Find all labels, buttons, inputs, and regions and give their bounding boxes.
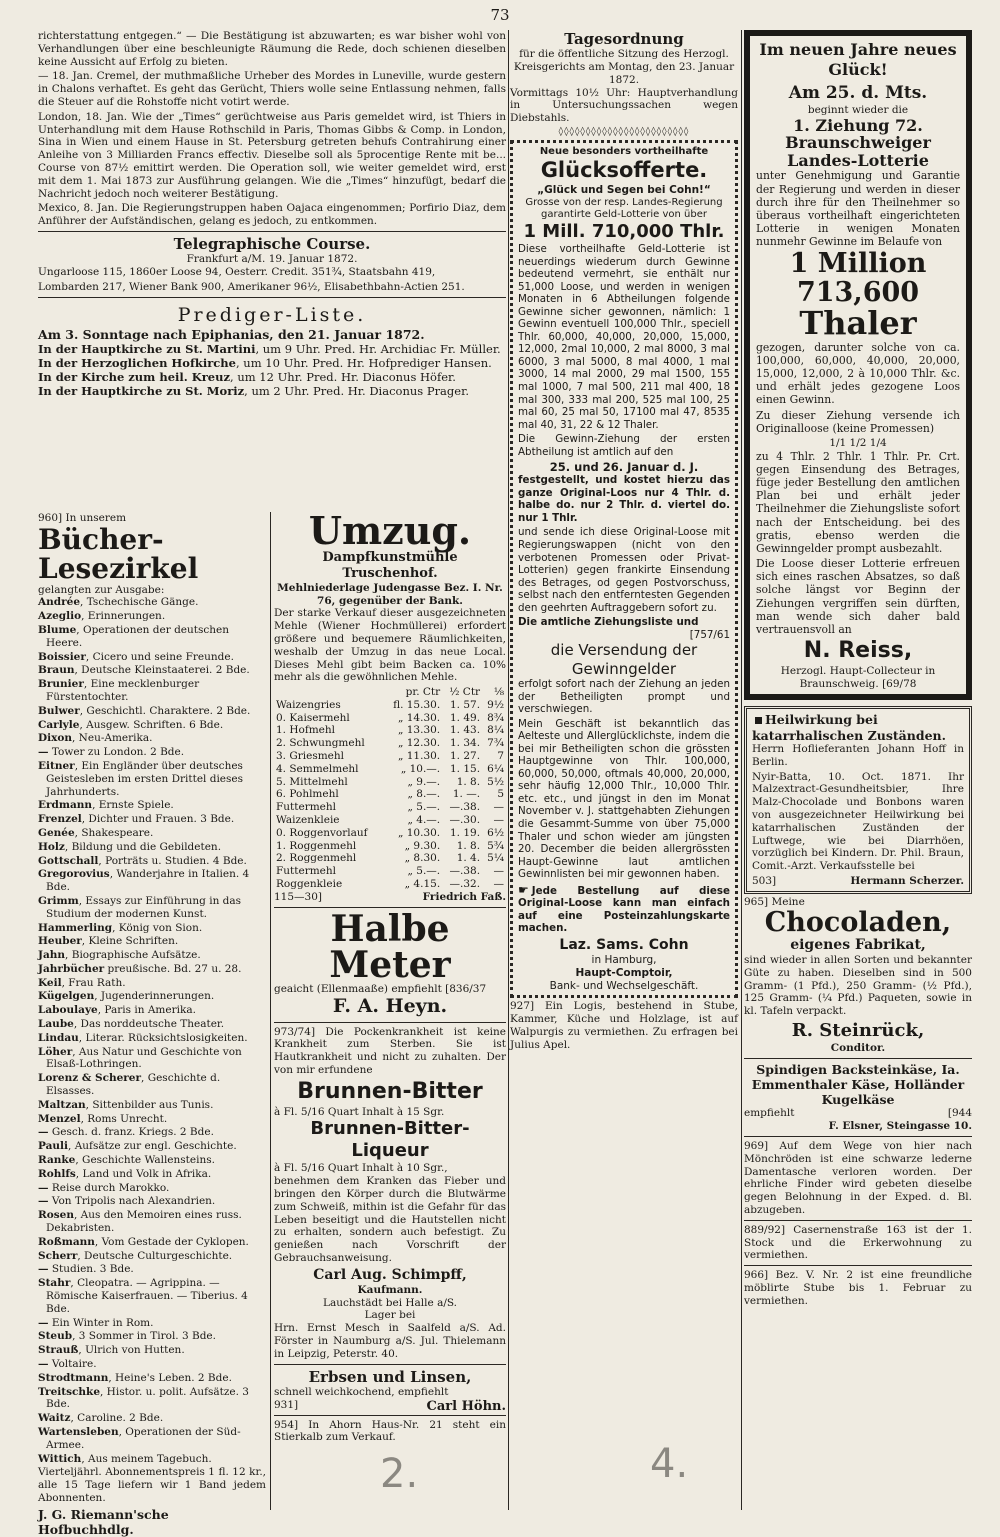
lot-sub: Grosse von der resp. Landes-Regierung garantirte Geld-Lotterie von über	[525, 196, 723, 220]
room-text: 966] Bez. V. Nr. 2 ist eine freundliche möblirte Stube bis 1. Februar zu vermiethen.	[744, 1269, 972, 1307]
heil-text: Nyir-Batta, 10. Oct. 1871. Ihr Malzextract-Gesundheitsbier, Ihre Malz-Chocolade und Bonbons waren von ausgezeichneter Heilwirkung bei katarrhalischen Zuständen der Luftwege, wie bei Diarrhöen, vorzüglich bei Kindern. Dr. Phil. Braun, Comit.-Arzt. Verkaufsstelle bei	[752, 770, 964, 873]
list-item: Heuber, Kleine Schriften.	[38, 935, 179, 948]
page-number: 73	[490, 6, 510, 24]
preacher-row: In der Hauptkirche zu St. Moriz, um 2 Uhr. Pred. Hr. Diaconus Prager.	[38, 384, 469, 399]
frame-million: 1 Million 713,600	[789, 248, 927, 308]
table-row: 6. Pohlmehl „ 8.—. 1. —. 5	[276, 788, 504, 801]
table-row: 4. Semmelmehl „ 10.—. 1. 15. 6¼	[276, 762, 504, 775]
erbsen-title: Erbsen und Linsen,	[308, 1367, 472, 1386]
lesezirkel-list	[38, 596, 266, 1465]
list-item: Hammerling, König von Sion.	[38, 921, 203, 934]
brunnen-lager: Lager bei	[364, 1309, 416, 1322]
column-rule	[270, 512, 271, 1510]
list-item: Löher, Aus Natur und Geschichte von Elsaß-Lothringen.	[38, 1045, 242, 1071]
divider	[274, 1022, 506, 1023]
list-item: Boissier, Cicero und seine Freunde.	[38, 650, 234, 663]
erbsen-footer: 931] Carl Höhn.	[274, 1398, 506, 1414]
lot-text: festgestellt, und kostet hierzu das ganze Original-Loos nur 4 Thlr. d. halbe do. nur 2 Thlr. d. viertel do. nur 1 Thlr.	[518, 474, 730, 524]
frame-text: unter Genehmigung und Garantie der Regierung und werden in dieser durch ihre für den Theilnehmer so überaus vortheilhaft eingerichteten Lotterie in wenigen Monaten nunmehr Gewinne im Belaufe von	[756, 169, 960, 249]
list-item: Waitz, Caroline. 2 Bde.	[38, 1412, 164, 1425]
pencil-mark: 2.	[380, 1451, 419, 1497]
telegraph-title: Telegraphische Course.	[173, 234, 371, 253]
reiss-lottery-ad	[744, 30, 972, 700]
table-row: 2. Roggenmehl „ 8.30. 1. 4. 5¼	[276, 852, 504, 865]
lot-office: Haupt-Comptoir,	[575, 966, 673, 979]
heilwirkung-ad	[744, 706, 972, 893]
list-item: Bulwer, Geschichtl. Charaktere. 2 Bde.	[38, 704, 251, 717]
list-item: — Von Tripolis nach Alexandrien.	[38, 1195, 216, 1208]
list-item: — Reise durch Marokko.	[38, 1181, 170, 1194]
table-row: 1. Hofmehl „ 13.30. 1. 43. 8¼	[276, 724, 504, 737]
table-row: 1. Roggenmehl „ 9.30. 1. 8. 5¾	[276, 839, 504, 852]
list-item: Dixon, Neu-Amerika.	[38, 732, 153, 745]
frame-fractions: 1/1 1/2 1/4	[829, 436, 887, 449]
divider	[274, 1364, 506, 1365]
list-item: Gottschall, Porträts u. Studien. 4 Bde.	[38, 854, 247, 867]
choc-role: Conditor.	[830, 1041, 886, 1054]
news-paragraph: richterstattung entgegen.“ — Die Bestätigung ist abzuwarten; es war bisher wohl von Verhandlungen über eine beschleunigte Räumung die Rede, doch schienen dieselben keine Aussicht auf Erfolg zu bieten.	[38, 30, 506, 68]
frame-draw: 1. Ziehung 72. Braunschweiger Landes-Lotterie	[785, 115, 931, 170]
lot-bullet: ☛ Jede Bestellung auf diese Original-Loose kann man einfach auf eine Posteinzahlungskarte machen.	[518, 882, 730, 935]
list-item: Grimm, Essays zur Einführung in das Studium der modernen Kunst.	[38, 894, 242, 920]
kase-firm: F. Elsner, Steingasse 10.	[828, 1120, 972, 1133]
list-item: Laboulaye, Paris in Amerika.	[38, 1004, 196, 1017]
preacher-row: In der Herzoglichen Hofkirche, um 10 Uhr. Pred. Hr. Hofprediger Hansen.	[38, 356, 492, 371]
frame-text: gezogen, darunter solche von ca. 100,000, 60,000, 40,000, 20,000, 15,000, 12,000, 2 à 10,000 Thlr. &c. und erhält jedes gezogene Loos einen Gewinn.	[756, 340, 960, 407]
list-item: Strodtmann, Heine's Leben. 2 Bde.	[38, 1371, 232, 1384]
choc-text: sind wieder in allen Sorten und bekannter Güte zu haben. Dieselben sind in 500 Gramm- (1 Pfd.), 250 Gramm- (½ Pfd.), 125 Gramm- (¼ Pfd.) Paqueten, sowie in kl. Tafeln verpackt.	[744, 953, 972, 1018]
list-item: Gregorovius, Wanderjahre in Italien. 4 Bde.	[38, 868, 250, 894]
list-item: Jahn, Biographische Aufsätze.	[38, 949, 201, 962]
divider	[744, 1136, 972, 1137]
lot-amount: 1 Mill. 710,000 Thlr.	[523, 221, 725, 243]
kase-text: empfiehlt [944	[744, 1107, 972, 1120]
table-row: Waizenkleie „ 4.—. —.30. —	[276, 814, 504, 827]
lot-text: Diese vortheilhafte Geld-Lotterie ist neuerdings wiederum durch Gewinne bedeutend vermehrt, sie enthält nur 51,000 Loose, und werden in wenigen Monaten in 6 Abtheilungen folgende Gewinne sicher gewonnen, nämlich: 1 Gewinn eventuell 100,000 Thlr., speciell Thlr. 60,000, 40,000, 20,000, 15,000, 12,000, 2mal 10,000, 2 mal 8000, 3 mal 6000, 3 mal 5000, 8 mal 4000, 1 mal 3000, 14 mal 2000, 29 mal 1500, 155 mal 1000, 7 mal 500, 211 mal 400, 18 mal 300, 333 mal 200, 525 mal 100, 25 mal 60, 25 mal 50, 17100 mal 47, 8535 mal 40, 31, 22 & 12 Thaler.	[518, 242, 730, 431]
frame-text: zu 4 Thlr. 2 Thlr. 1 Thlr. Pr. Crt. gegen Einsendung des Betrages, füge jeder Bestellung den amtlichen Plan bei und erhält jeder Theilnehmer die Ziehungsliste sofort nach der Entscheidung. bei des gratis, ebenso werden die Gewinngelder prompt ausbezahlt.	[756, 449, 960, 555]
brunnen-text: benehmen dem Kranken das Fieber und bringen den Körper durch die Blutwärme zum Schweiß, mithin ist die Gefahr für das Leben beseitigt und die Hautstellen nicht zu erhalten, sondern auch befestigt. Zu genießen nach Vorschrift der Gebrauchsanweisung.	[274, 1175, 506, 1264]
cohn-lottery-ad	[510, 140, 738, 998]
column-rule	[741, 30, 742, 1510]
table-row: 3. Griesmehl „ 11.30. 1. 27. 7	[276, 750, 504, 763]
lesezirkel-subscription: Vierteljährl. Abonnementspreis 1 fl. 12 kr., alle 15 Tage liefern wir 1 Band jedem Abonnenten.	[38, 1466, 266, 1504]
list-item: Andrée, Tschechische Gänge.	[38, 596, 199, 609]
list-item: — Ein Winter in Rom.	[38, 1316, 154, 1329]
lot-text: die Versendung der Gewinngelder	[550, 641, 698, 678]
divider	[38, 297, 506, 298]
column-news	[38, 30, 506, 510]
divider	[744, 1058, 972, 1059]
heil-to: Herrn Hoflieferanten Johann Hoff in Berlin.	[752, 742, 964, 768]
lot-firm: Laz. Sams. Cohn	[559, 937, 689, 953]
square-bullet-icon	[755, 717, 762, 724]
list-item: — Studien. 3 Bde.	[38, 1263, 134, 1276]
frame-title: Im neuen Jahre neues Glück!	[759, 40, 957, 79]
logis-text: 927] Ein Logis, bestehend in Stube, Kammer, Küche und Holzlage, ist auf Walpurgis zu vermiethen. Zu erfragen bei Julius Apel.	[510, 1000, 738, 1051]
list-item: Menzel, Roms Unrecht.	[38, 1112, 168, 1125]
lost-text: 969] Auf dem Wege von hier nach Mönchröden ist eine schwarze lederne Damentasche verloren worden. Der ehrliche Finder wird gebeten dieselbe gegen Belohnung in der Exped. d. Bl. abzugeben.	[744, 1140, 972, 1217]
price-table	[274, 686, 506, 891]
choc-firm: R. Steinrück,	[791, 1019, 925, 1041]
frame-thaler: Thaler	[799, 304, 917, 343]
lot-text: erfolgt sofort nach der Ziehung an jeden der Betheiligten prompt und verschwiegen.	[518, 677, 730, 716]
table-row: Waizengries fl. 15.30. 1. 57. 9½	[276, 698, 504, 711]
tagesordnung-text: für die öffentliche Sitzung des Herzogl. Kreisgerichts am Montag, den 23. Januar 1872.	[513, 48, 735, 86]
list-item: Strauß, Ulrich von Hutten.	[38, 1344, 185, 1357]
news-paragraph: London, 18. Jan. Wie der „Times“ gerüchtweise aus Paris gemeldet wird, ist Thiers in Unterhandlung mit dem Hause Rothschild in Paris, Thomas Gibbs & Comp. in London, Sina in Wien und einem Hause in St. Petersburg getreten behufs Contrahirung einer Anleihe von 3 Milliarden Francs effectiv. Dieselbe soll als 5procentige Rente mit be... Course von 87½ emittirt werden. Die Operation soll, wie weiter gemeldet wird, erst mit dem 1. Mai 1873 zur Ausführung gelangen. Wie die „Times“ hinzufügt, bedarf die Nachricht jedoch noch weiterer Bestätigung.	[38, 110, 506, 200]
list-item: Erdmann, Ernste Spiele.	[38, 799, 174, 812]
lot-list: Die amtliche Ziehungsliste und [757/61	[518, 616, 730, 641]
umzug-title: Umzug.	[308, 508, 472, 553]
umzug-text: Der starke Verkauf dieser ausgezeichneten Mehle (Wiener Hochmüllerei) erfordert größere und bequemere Räumlichkeiten, weshalb der Umzug in das neue Local. Dieses Mehl gibt beim Backen ca. 10% mehr als die gewöhnlichen Mehle.	[274, 607, 506, 684]
list-item: Brunier, Eine mecklenburger Fürstentochter.	[38, 678, 200, 703]
brunnen-title: Brunnen-Bitter	[297, 1078, 483, 1104]
list-item: Roßmann, Vom Gestade der Cyklopen.	[38, 1235, 249, 1248]
table-row: Futtermehl „ 5.—. —.38. —	[276, 865, 504, 878]
frame-text: Die Loose dieser Lotterie erfreuen sich eines raschen Absatzes, so daß solche längst vor Beginn der Ziehungen vergriffen sein dürften, man wende sich daher bald vertrauensvoll an	[756, 557, 960, 636]
list-item: Maltzan, Sittenbilder aus Tunis.	[38, 1098, 214, 1111]
halbe-title: Halbe Meter	[329, 907, 451, 986]
tagesordnung-detail: Vormittags 10½ Uhr: Hauptverhandlung in Untersuchungssachen wegen Diebstahls.	[510, 86, 738, 125]
list-item: Pauli, Aufsätze zur engl. Geschichte.	[38, 1140, 237, 1153]
preacher-row: In der Hauptkirche zu St. Martini, um 9 Uhr. Pred. Hr. Archidiac Fr. Müller.	[38, 342, 501, 357]
erbsen-text: schnell weichkochend, empfiehlt	[274, 1385, 449, 1398]
list-item: Steub, 3 Sommer in Tirol. 3 Bde.	[38, 1330, 216, 1343]
list-item: Eitner, Ein Engländer über deutsches Geistesleben im ersten Drittel dieses Jahrhunderts.	[38, 759, 244, 798]
frame-text: Zu dieser Ziehung versende ich Originalloose (keine Promessen)	[756, 408, 960, 435]
lot-text: und sende ich diese Original-Loose mit Regierungswappen (nicht von den verbotenen Promessen oder Privat-Lotterien) gegen frankirte Einsendung des Betrages, od gegen Postvorschuss, selbst nach den entferntesten Gegenden den geehrten Auftraggebern sofort zu.	[518, 526, 730, 614]
preacher-subtitle: Am 3. Sonntage nach Epiphanias, den 21. Januar 1872.	[38, 326, 425, 342]
ornament-border: ◊◊◊◊◊◊◊◊◊◊◊◊◊◊◊◊◊◊◊◊◊◊◊◊	[558, 127, 690, 138]
list-item: Jahrbücher preußische. Bd. 27 u. 28.	[38, 962, 242, 975]
frame-begins: beginnt wieder die	[807, 103, 909, 116]
brunnen-agents: Hrn. Ernst Mesch in Saalfeld a/S. Ad. Förster in Naumburg a/S. Jul. Thielemann in Leipzig, Peterstr. 40.	[274, 1322, 506, 1360]
frame-agent-role: Herzogl. Haupt-Collecteur in Braunschweig. [69/78	[780, 664, 936, 690]
brunnen-price: à Fl. 5/16 Quart Inhalt à 15 Sgr.	[274, 1105, 445, 1118]
preacher-title: Prediger-Liste.	[177, 303, 367, 326]
frame-date: Am 25. d. Mts.	[788, 83, 928, 104]
heil-title: Heilwirkung bei katarrhalischen Zuständen.	[752, 712, 946, 743]
ahorn-text: 954] In Ahorn Haus-Nr. 21 steht ein Stierkalb zum Verkauf.	[274, 1418, 506, 1444]
list-item: — Tower zu London. 2 Bde.	[38, 746, 185, 759]
brunnen-title: Brunnen-Bitter-Liqueur	[310, 1118, 470, 1162]
list-item: Frenzel, Dichter und Frauen. 3 Bde.	[38, 813, 235, 826]
list-item: Rohlfs, Land und Volk in Afrika.	[38, 1167, 212, 1180]
list-item: Azeglio, Erinnerungen.	[38, 610, 166, 623]
column-lottery-reiss	[744, 30, 972, 1510]
frame-agent: N. Reiss,	[803, 638, 913, 664]
list-item: Ranke, Geschichte Wallensteins.	[38, 1154, 215, 1167]
list-item: Scherr, Deutsche Culturgeschichte.	[38, 1249, 233, 1262]
list-item: Lindau, Literar. Rücksichtslosigkeiten.	[38, 1031, 248, 1044]
choc-sub: eigenes Fabrikat,	[790, 936, 926, 953]
list-item: Keil, Frau Rath.	[38, 976, 126, 989]
list-item: Blume, Operationen der deutschen Heere.	[38, 623, 229, 649]
telegraph-dateline: Frankfurt a/M. 19. Januar 1872.	[186, 253, 358, 266]
lot-city: in Hamburg,	[591, 954, 657, 967]
column-ads-middle	[274, 508, 506, 1510]
kase-title: Spindigen Backsteinkäse, Ia. Emmenthaler Käse, Holländer Kugelkäse	[751, 1061, 965, 1108]
tagesordnung-title: Tagesordnung	[564, 30, 684, 48]
lesezirkel-ad	[38, 512, 266, 1537]
umzug-sub: Mehlniederlage Judengasse Bez. I. Nr. 76, gegenüber der Bank.	[277, 581, 503, 607]
table-row: 5. Mittelmehl „ 9.—. 1. 8. 5½	[276, 775, 504, 788]
list-item: Carlyle, Ausgew. Schriften. 6 Bde.	[38, 718, 224, 731]
halbe-text: geaicht (Ellenmaaße) empfiehlt [836/37	[274, 982, 487, 995]
list-item: Laube, Das norddeutsche Theater.	[38, 1018, 225, 1031]
list-item: — Gesch. d. franz. Kriegs. 2 Bde.	[38, 1126, 214, 1139]
lot-title: Glücksofferte.	[540, 158, 708, 183]
list-item: Braun, Deutsche Kleinstaaterei. 2 Bde.	[38, 664, 250, 677]
lot-text: Mein Geschäft ist bekanntlich das Aelteste und Allerglücklichste, indem die bei mir Betheiligten schon die grössten Hauptgewinne von Thlr. 100,000, 60,000, 50,000, oftmals 40,000, 20,000, sehr häufig 12,000 Thlr., 10,000 Thlr. etc. etc., und jüngst in den im Monat November v. J. stattgehabten Ziehungen die Gesammt-Summe von über 75,000 Thaler und schon wieder am jüngsten 20. December die beiden allergrössten Haupt-Gewinne laut amtlichen Gewinnlisten bei mir gewonnen haben.	[518, 717, 730, 881]
lot-dates: 25. und 26. Januar d. J.	[549, 460, 699, 475]
lesezirkel-intro: 960] In unserem	[38, 512, 127, 524]
pointing-hand-icon: ☛	[518, 882, 529, 897]
brunnen-price: à Fl. 5/16 Quart Inhalt à 10 Sgr.,	[274, 1162, 448, 1175]
table-row: Futtermehl „ 5.—. —.38. —	[276, 801, 504, 814]
divider	[274, 1415, 506, 1416]
list-item: Lorenz & Scherer, Geschichte d. Elsasses.	[38, 1072, 221, 1098]
list-item: Kügelgen, Jugenderinnerungen.	[38, 990, 215, 1003]
telegraph-line: Ungarloose 115, 1860er Loose 94, Oesterr. Credit. 351¾, Staatsbahn 419,	[38, 266, 436, 279]
table-row: pr. Ctr ½ Ctr ⅛	[405, 686, 504, 699]
table-row: 2. Schwungmehl „ 12.30. 1. 34. 7¾	[276, 737, 504, 750]
brunnen-place: Lauchstädt bei Halle a/S.	[322, 1296, 458, 1309]
news-paragraph: — 18. Jan. Cremel, der muthmaßliche Urheber des Mordes in Luneville, wurde gestern in Chalons verhaftet. Es geht das Gerücht, Thiers wolle seine Entlassung nehmen, falls die Steuer auf die Rohstoffe nicht votirt werde.	[38, 70, 506, 108]
list-item: Wittich, Aus meinem Tagebuch.	[38, 1452, 212, 1465]
lot-pre: Neue besonders vortheilhafte	[539, 146, 709, 158]
divider	[38, 231, 506, 232]
list-item: Holz, Bildung und die Gebildeten.	[38, 840, 222, 853]
divider	[744, 1265, 972, 1266]
divider	[744, 1220, 972, 1221]
list-item: — Voltaire.	[38, 1358, 97, 1370]
column-rule	[508, 30, 509, 1510]
lot-bank: Bank- und Wechselgeschäft.	[549, 979, 699, 992]
choc-title: Chocoladen,	[764, 906, 952, 938]
list-item: Stahr, Cleopatra. — Agrippina. — Römische Kaiserfrauen. — Tiberius. 4 Bde.	[38, 1277, 248, 1315]
lesezirkel-title: Bücher-Lesezirkel	[38, 522, 199, 586]
telegraph-line: Lombarden 217, Wiener Bank 900, Amerikaner 96½, Elisabethbahn-Actien 251.	[38, 280, 465, 293]
preacher-row: In der Kirche zum heil. Kreuz, um 12 Uhr. Pred. Hr. Diaconus Höfer.	[38, 370, 456, 385]
heil-footer: 503] Hermann Scherzer.	[752, 874, 964, 887]
table-row: 0. Kaisermehl „ 14.30. 1. 49. 8¾	[276, 711, 504, 724]
news-paragraph: Mexico, 8. Jan. Die Regierungstruppen haben Oajaca eingenommen; Porfirio Diaz, dem Anführer der Aufständischen, gelang es jedoch, zu entkommen.	[38, 202, 506, 228]
lot-text: Die Gewinn-Ziehung der ersten Abtheilung ist amtlich auf den	[518, 433, 730, 458]
list-item: Treitschke, Histor. u. polit. Aufsätze. 3 Bde.	[38, 1385, 249, 1411]
brunnen-firm: Carl Aug. Schimpff,	[313, 1266, 467, 1283]
brunnen-role: Kaufmann.	[357, 1283, 423, 1296]
list-item: Genée, Shakespeare.	[38, 826, 154, 839]
table-row: Roggenkleie „ 4.15. —.32. —	[276, 878, 504, 891]
list-item: Wartensleben, Operationen der Süd-Armee.	[38, 1425, 241, 1451]
pocken-text: 973/74] Die Pockenkrankheit ist keine Krankheit zum Sterben. Sie ist Hautkrankheit und nicht zu zuhalten. Der von mir erfundene	[274, 1025, 506, 1076]
pencil-mark: 4.	[650, 1441, 689, 1487]
choc-ref: 965] Meine	[744, 895, 805, 908]
halbe-name: F. A. Heyn.	[332, 995, 448, 1018]
lot-slogan: „Glück und Segen bei Cohn!“	[537, 183, 711, 196]
list-item: Rosen, Aus den Memoiren eines russ. Dekabristen.	[38, 1209, 242, 1235]
column-lottery-cohn	[510, 30, 738, 1510]
umzug-footer: 115—30] Friedrich Faß.	[274, 890, 506, 903]
lesezirkel-sub: gelangten zur Ausgabe:	[38, 583, 165, 596]
table-row: 0. Roggenvorlauf „ 10.30. 1. 19. 6½	[276, 826, 504, 839]
lesezirkel-publisher: J. G. Riemann'sche Hofbuchhdlg.	[38, 1506, 169, 1537]
umzug-sub: Dampfkunstmühle Truschenhof.	[322, 550, 458, 581]
cas-text: 889/92] Casernenstraße 163 ist der 1. Stock und die Erkerwohnung zu vermiethen.	[744, 1223, 972, 1262]
